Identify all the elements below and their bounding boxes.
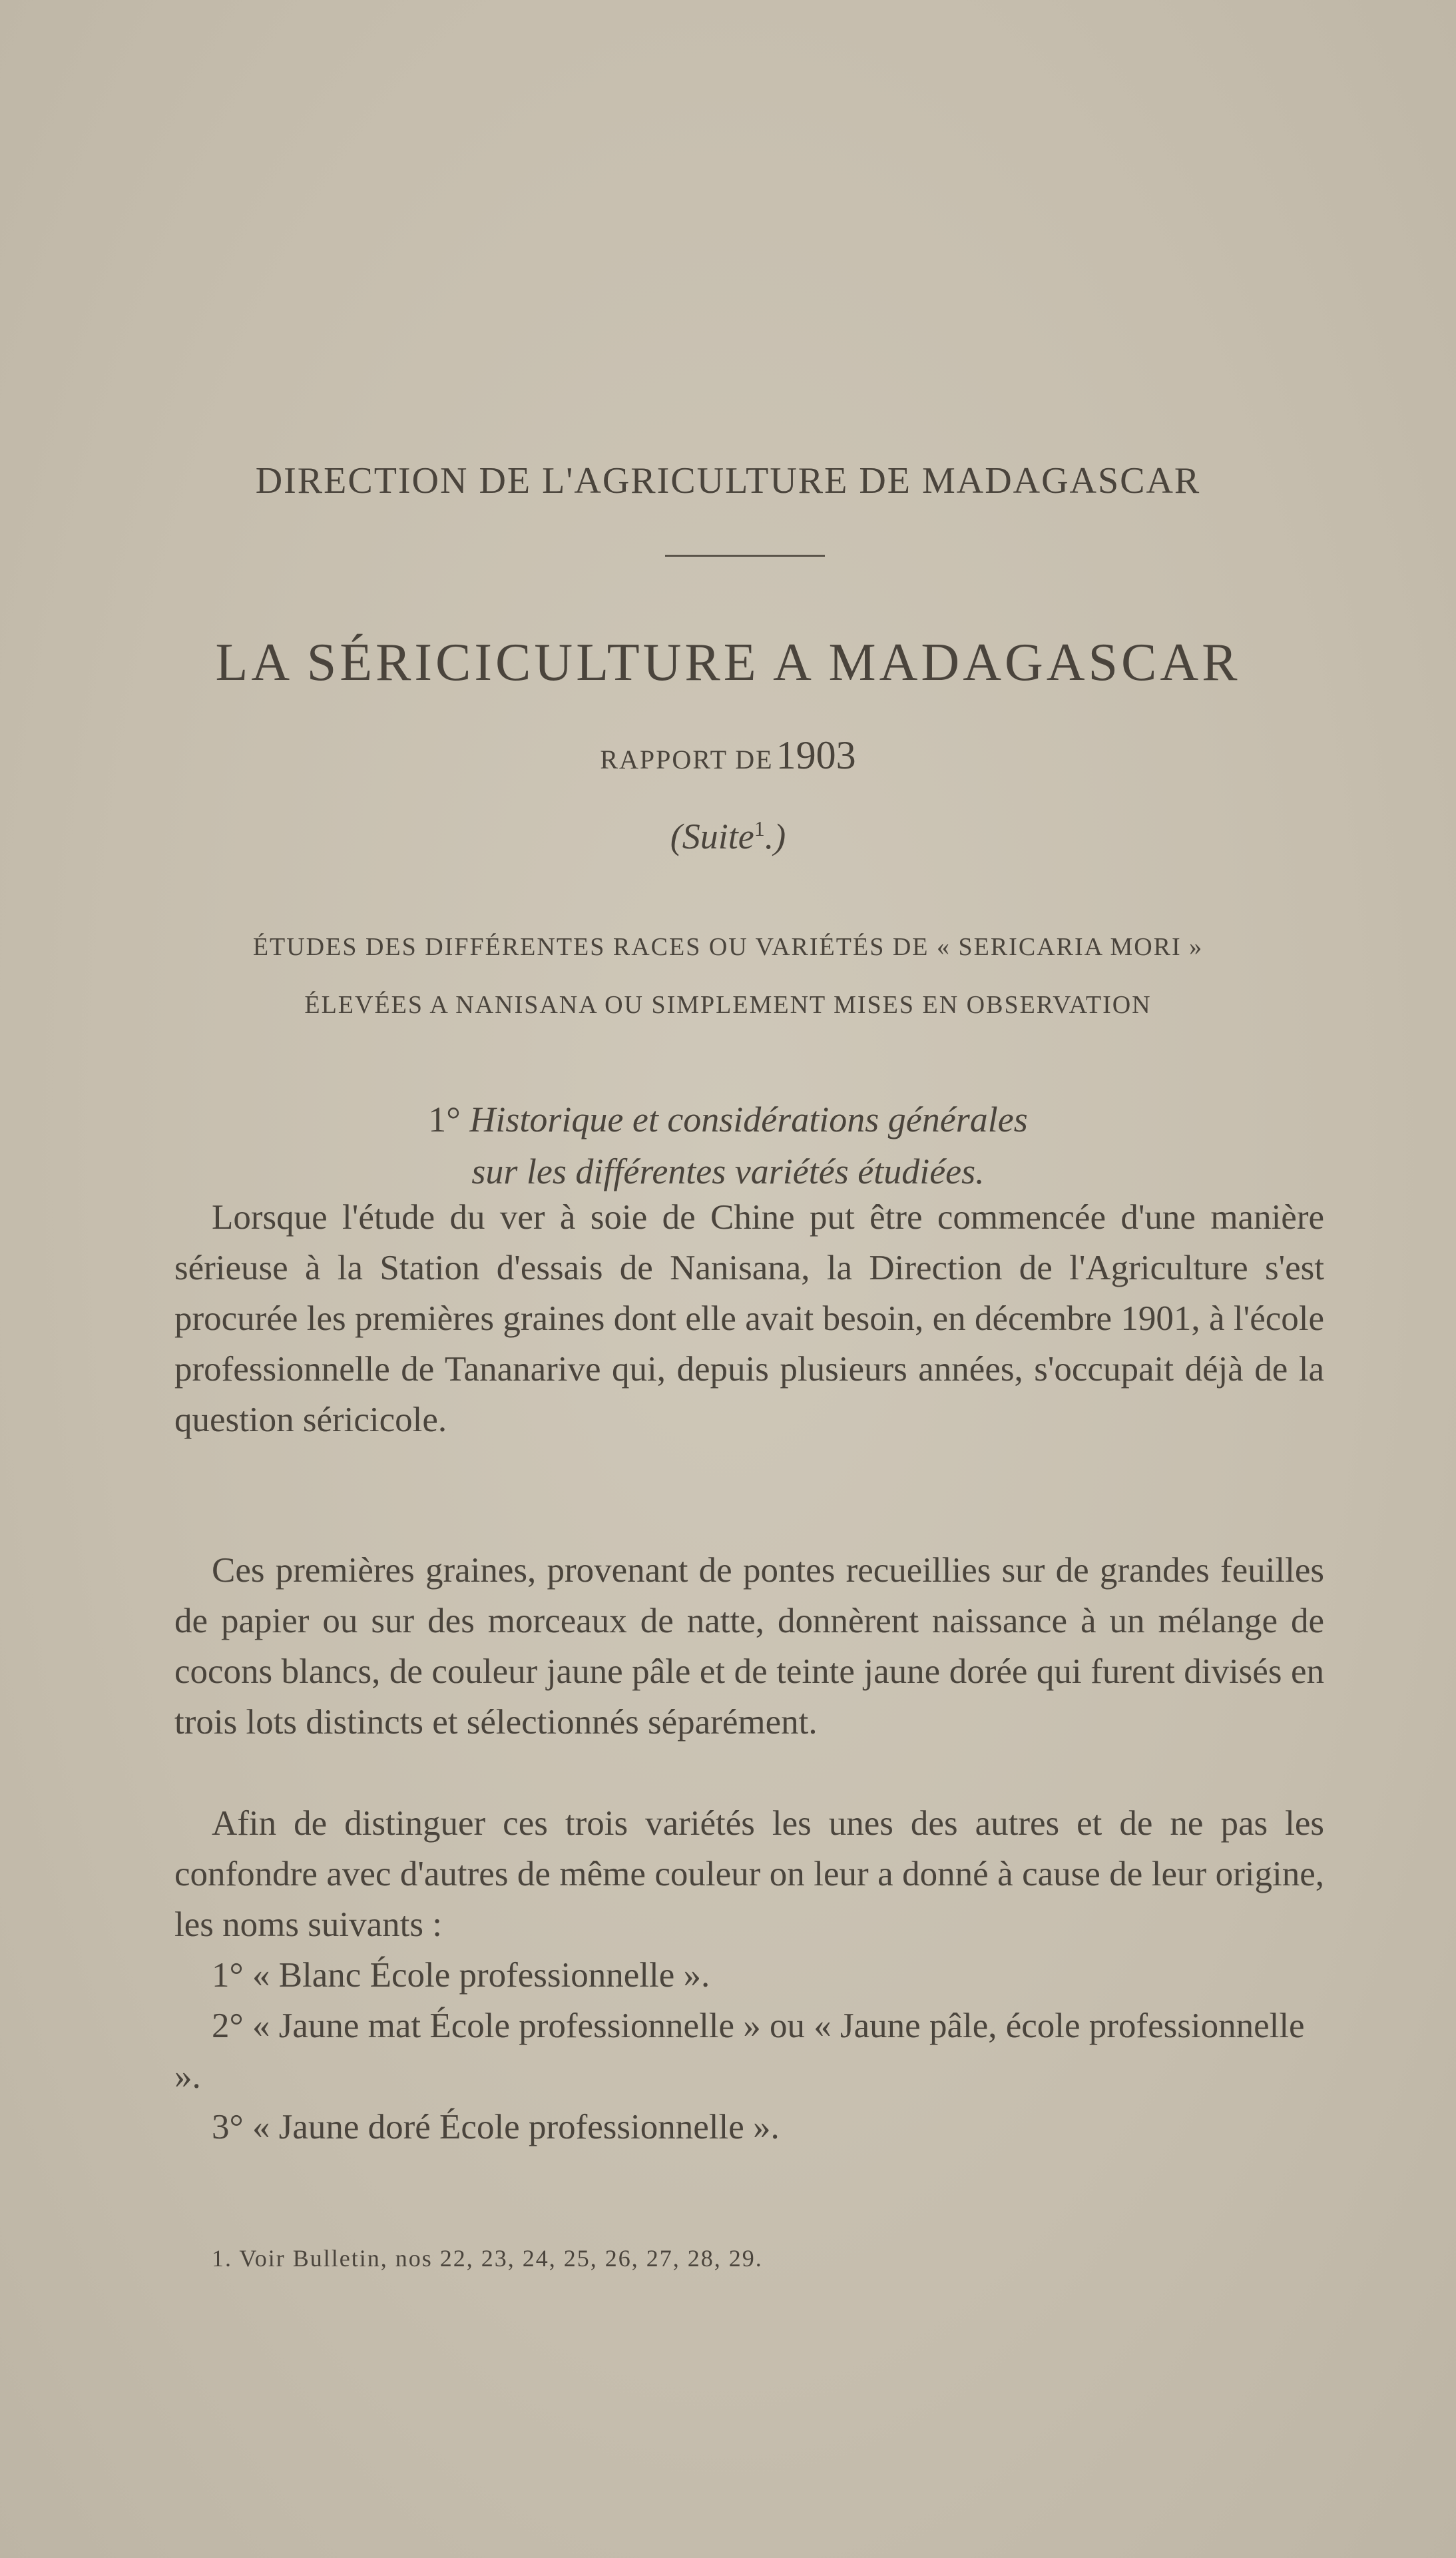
document-title: LA SÉRICICULTURE A MADAGASCAR: [215, 633, 1241, 692]
title-rule: [665, 555, 825, 557]
report-label: RAPPORT DE: [600, 745, 774, 775]
report-subtitle: [0, 733, 1456, 779]
variety-list: [174, 1950, 1324, 2152]
suite-open: (: [670, 816, 682, 856]
section-title-line-1: ÉTUDES DES DIFFÉRENTES RACES OU VARIÉTÉS DE « SERICARIA MORI »: [252, 933, 1204, 961]
report-year: 1903: [776, 733, 856, 777]
paragraph-1: [174, 1192, 1324, 1445]
header-line: DIRECTION DE L'AGRICULTURE DE MADAGASCAR: [255, 460, 1201, 501]
suite-word: Suite: [682, 816, 754, 856]
paragraph-3: [174, 1798, 1324, 1950]
subheading-text-1: Historique et considérations générales: [469, 1100, 1028, 1139]
suite-note: [0, 816, 1456, 857]
footnote: 1. Voir Bulletin, nos 22, 23, 24, 25, 26, 27, 28, 29.: [212, 2245, 763, 2272]
suite-close: .): [764, 816, 786, 856]
subheading-number: 1°: [428, 1100, 461, 1139]
section-title-line-2: ÉLEVÉES A NANISANA OU SIMPLEMENT MISES EN OBSERVATION: [304, 991, 1152, 1019]
list-item: 1° « Blanc École professionnelle ».: [212, 1956, 710, 1995]
list-item: 2° « Jaune mat École professionnelle » ou « Jaune pâle, école professionnelle ».: [174, 2007, 1305, 2096]
subheading-line-2: sur les différentes variétés étudiées.: [471, 1151, 985, 1191]
subheading-line-1: [0, 1099, 1456, 1140]
paragraph-2: [174, 1545, 1324, 1748]
paragraph-text: Lorsque l'étude du ver à soie de Chine put être commencée d'une manière sérieuse à la Station d'essais de Nanisana, la Direction de l'Agriculture s'est procurée les premières graines dont elle avait besoin, en décembre 1901, à l'école professionnelle de Tananarive qui, depuis plusieurs années, s'occupait déjà de la question séricicole.: [174, 1198, 1324, 1439]
paragraph-text: Afin de distinguer ces trois variétés les unes des autres et de ne pas les confondre avec d'autres de même couleur on leur a donné à cause de leur origine, les noms suivants :: [174, 1804, 1324, 1944]
paragraph-text: Ces premières graines, provenant de pontes recueillies sur de grandes feuilles de papier ou sur des morceaux de natte, donnèrent naissance à un mélange de cocons blancs, de couleur jaune pâle et de teinte jaune dorée qui furent divisés en trois lots distincts et sélectionnés séparément.: [174, 1551, 1324, 1742]
suite-mark: 1: [754, 816, 765, 840]
list-item: 3° « Jaune doré École professionnelle ».: [212, 2108, 780, 2146]
